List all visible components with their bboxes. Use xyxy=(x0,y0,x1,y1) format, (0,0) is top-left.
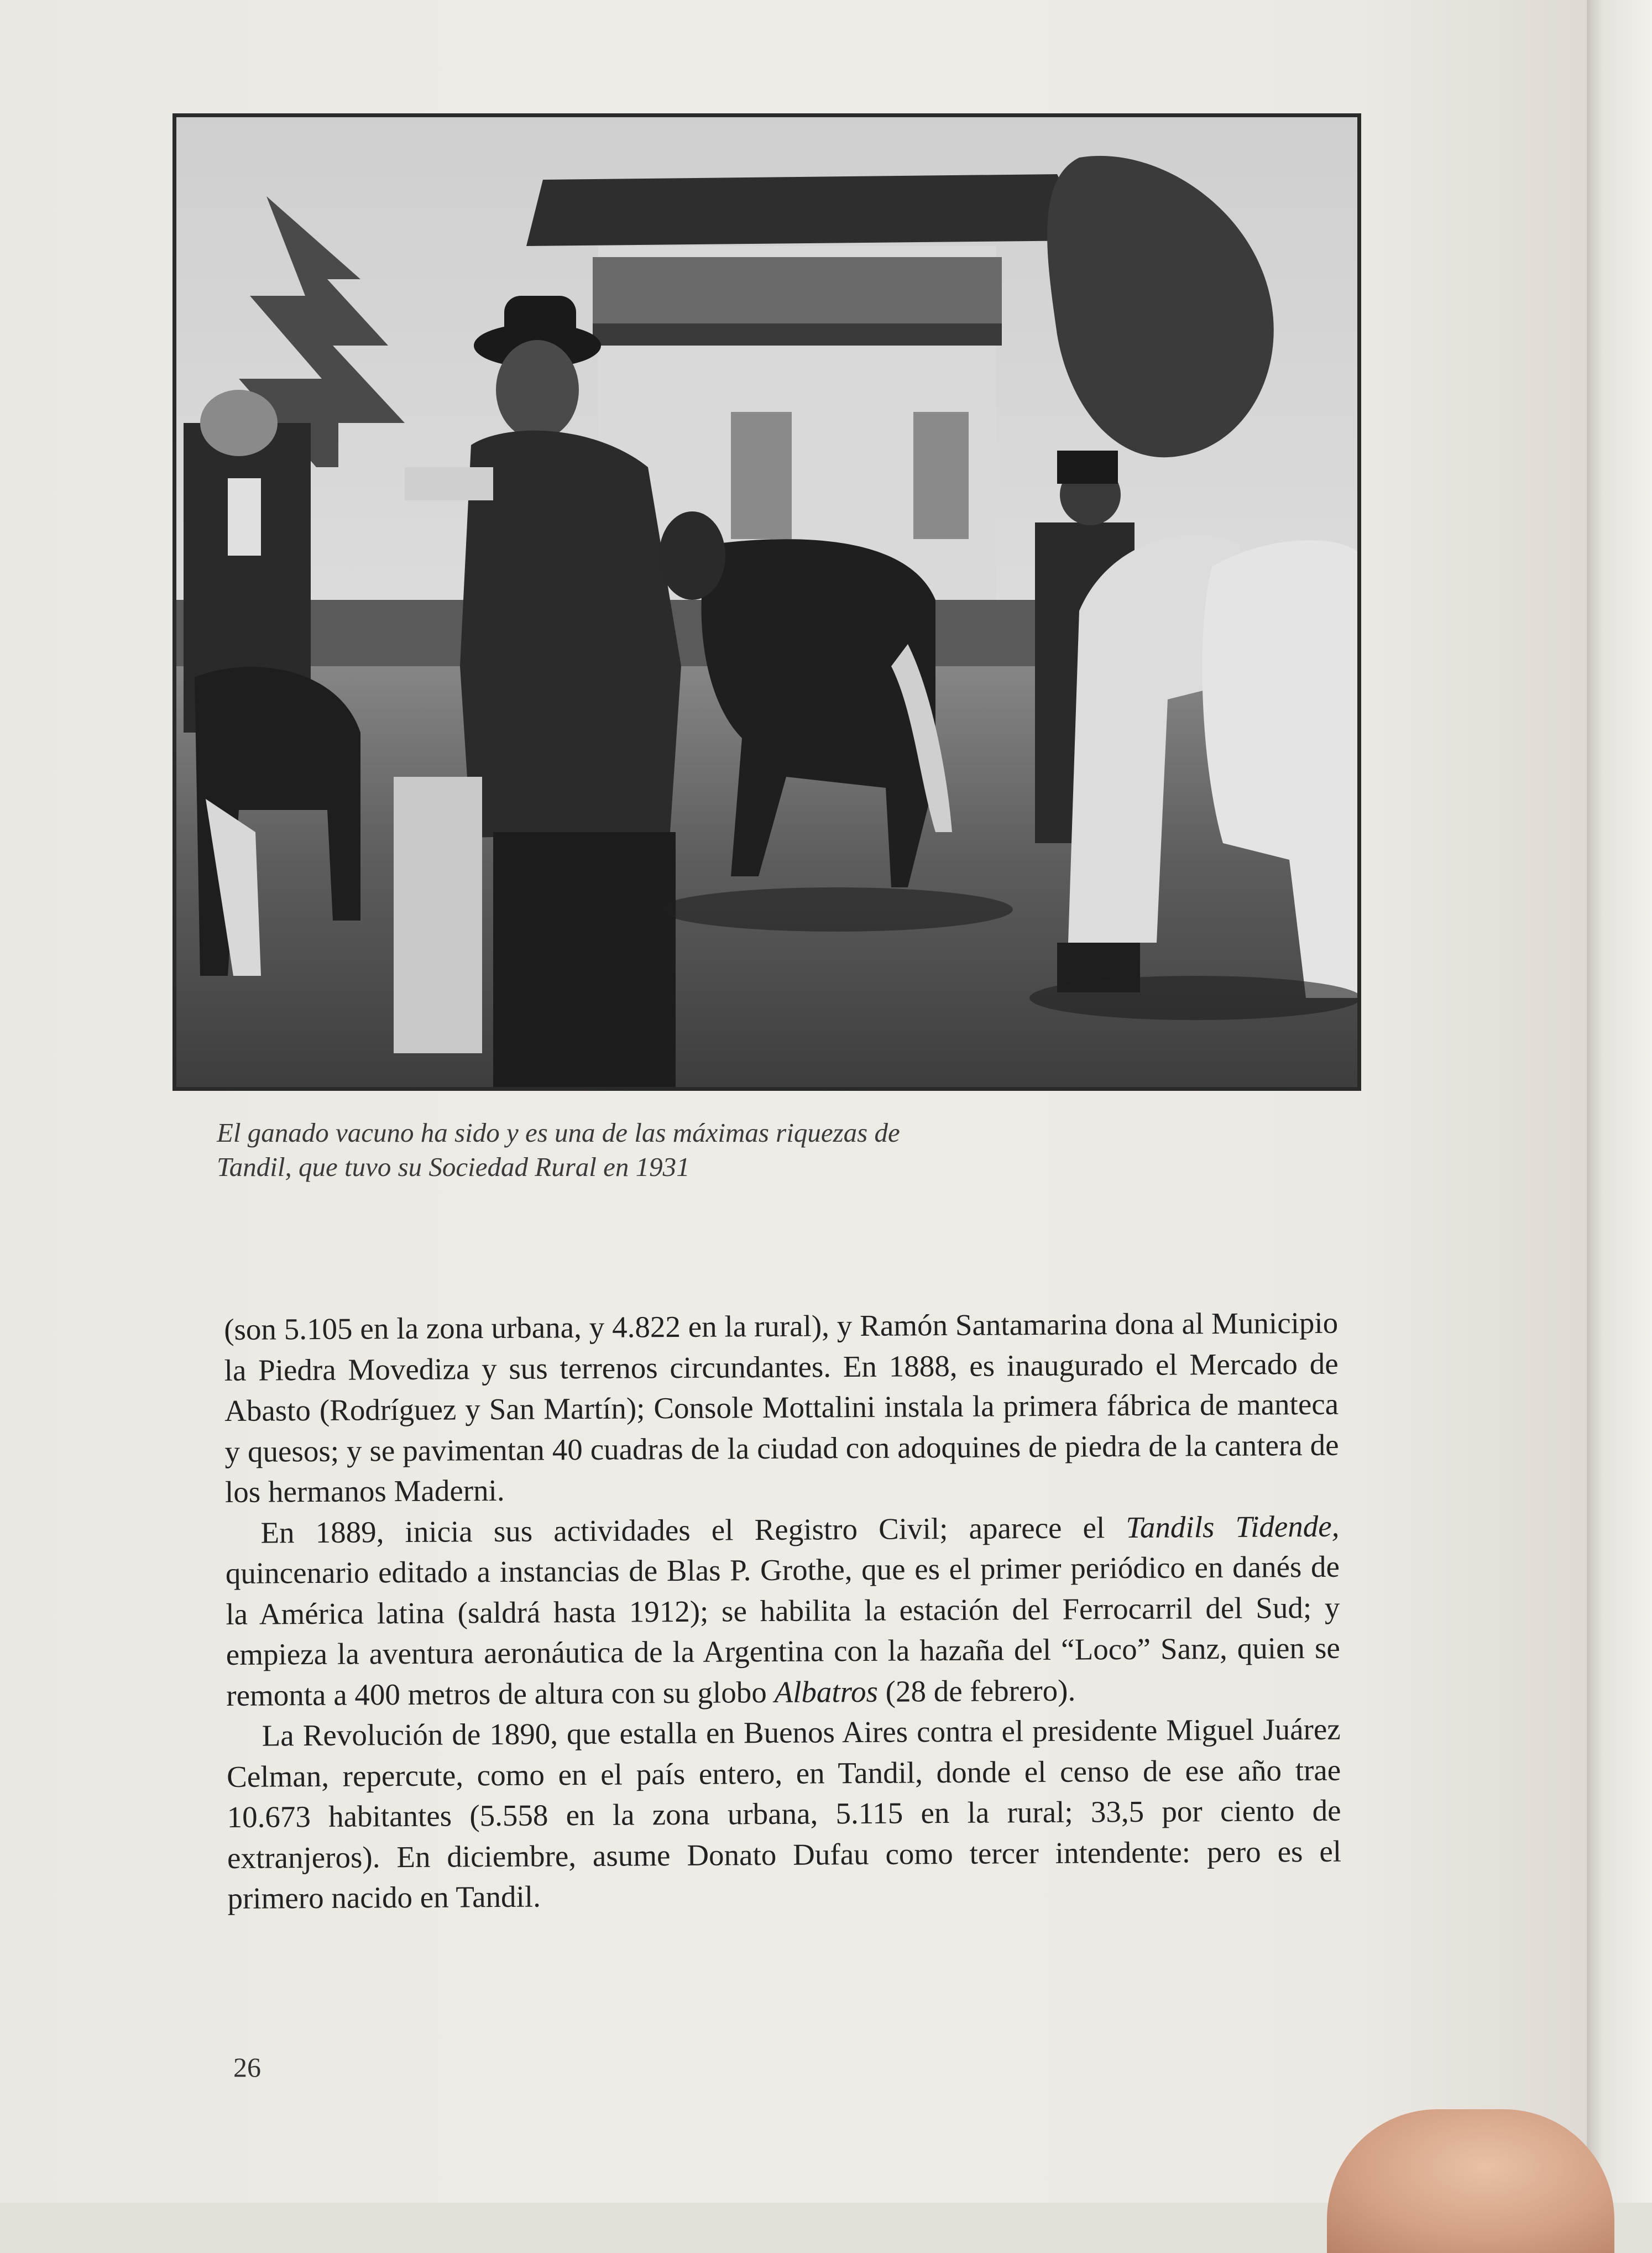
photo-caption xyxy=(217,1116,1157,1184)
caption-line-2: Tandil, que tuvo su Sociedad Rural en 1931 xyxy=(217,1152,690,1182)
livestock-show-photo-icon xyxy=(172,113,1361,1091)
page-edge xyxy=(1587,0,1652,2203)
paragraph-2 xyxy=(225,1506,1340,1716)
paragraph-2-start: En 1889, inicia sus actividades el Registro Civil; aparece el xyxy=(260,1510,1126,1550)
historic-photo xyxy=(172,113,1361,1091)
paragraph-3: La Revolución de 1890, que estalla en Buenos Aires contra el presidente Miguel Juárez Celman, repercute, como en el país entero, en Tandil, donde el censo de ese año trae 10.673 habitantes (5.558 en la zona urbana, 5.115 en la rural; 33,5 por ciento de extranjeros). En diciembre, asume Donato Dufau como tercer intendente: pero es el primero nacido en Tandil. xyxy=(226,1712,1342,1915)
paragraph-1: (son 5.105 en la zona urbana, y 4.822 en la rural), y Ramón Santamarina dona al Municipio la Piedra Movediza y sus terrenos circundantes. En 1888, es inaugurado el Mercado de Abasto (Rodríguez y San Martín); Console Mottalini instala la primera fábrica de manteca y quesos; y se pavimentan 40 cuadras de la ciudad con adoquines de piedra de la cantera de los hermanos Maderni. xyxy=(224,1305,1339,1509)
page-number: 26 xyxy=(233,2052,261,2083)
paragraph-2-end: (28 de febrero). xyxy=(877,1673,1076,1708)
newspaper-title: Tandils Tidende, xyxy=(1126,1509,1340,1544)
balloon-name: Albatros xyxy=(774,1674,879,1709)
paragraph-2-middle: quincenario editado a instancias de Blas P. Grothe, que es el primer periódico en danés de la América latina (saldrá hasta 1912); se habilita la estación del Ferrocarril del Sud; y empieza la aventura aeronáutica de la Argentina con la hazaña del “Loco” Sanz, quien se remonta a 400 metros de altura con su globo xyxy=(225,1549,1340,1712)
caption-line-1: El ganado vacuno ha sido y es una de las máximas riquezas de xyxy=(217,1117,900,1148)
body-text xyxy=(224,1303,1342,1919)
